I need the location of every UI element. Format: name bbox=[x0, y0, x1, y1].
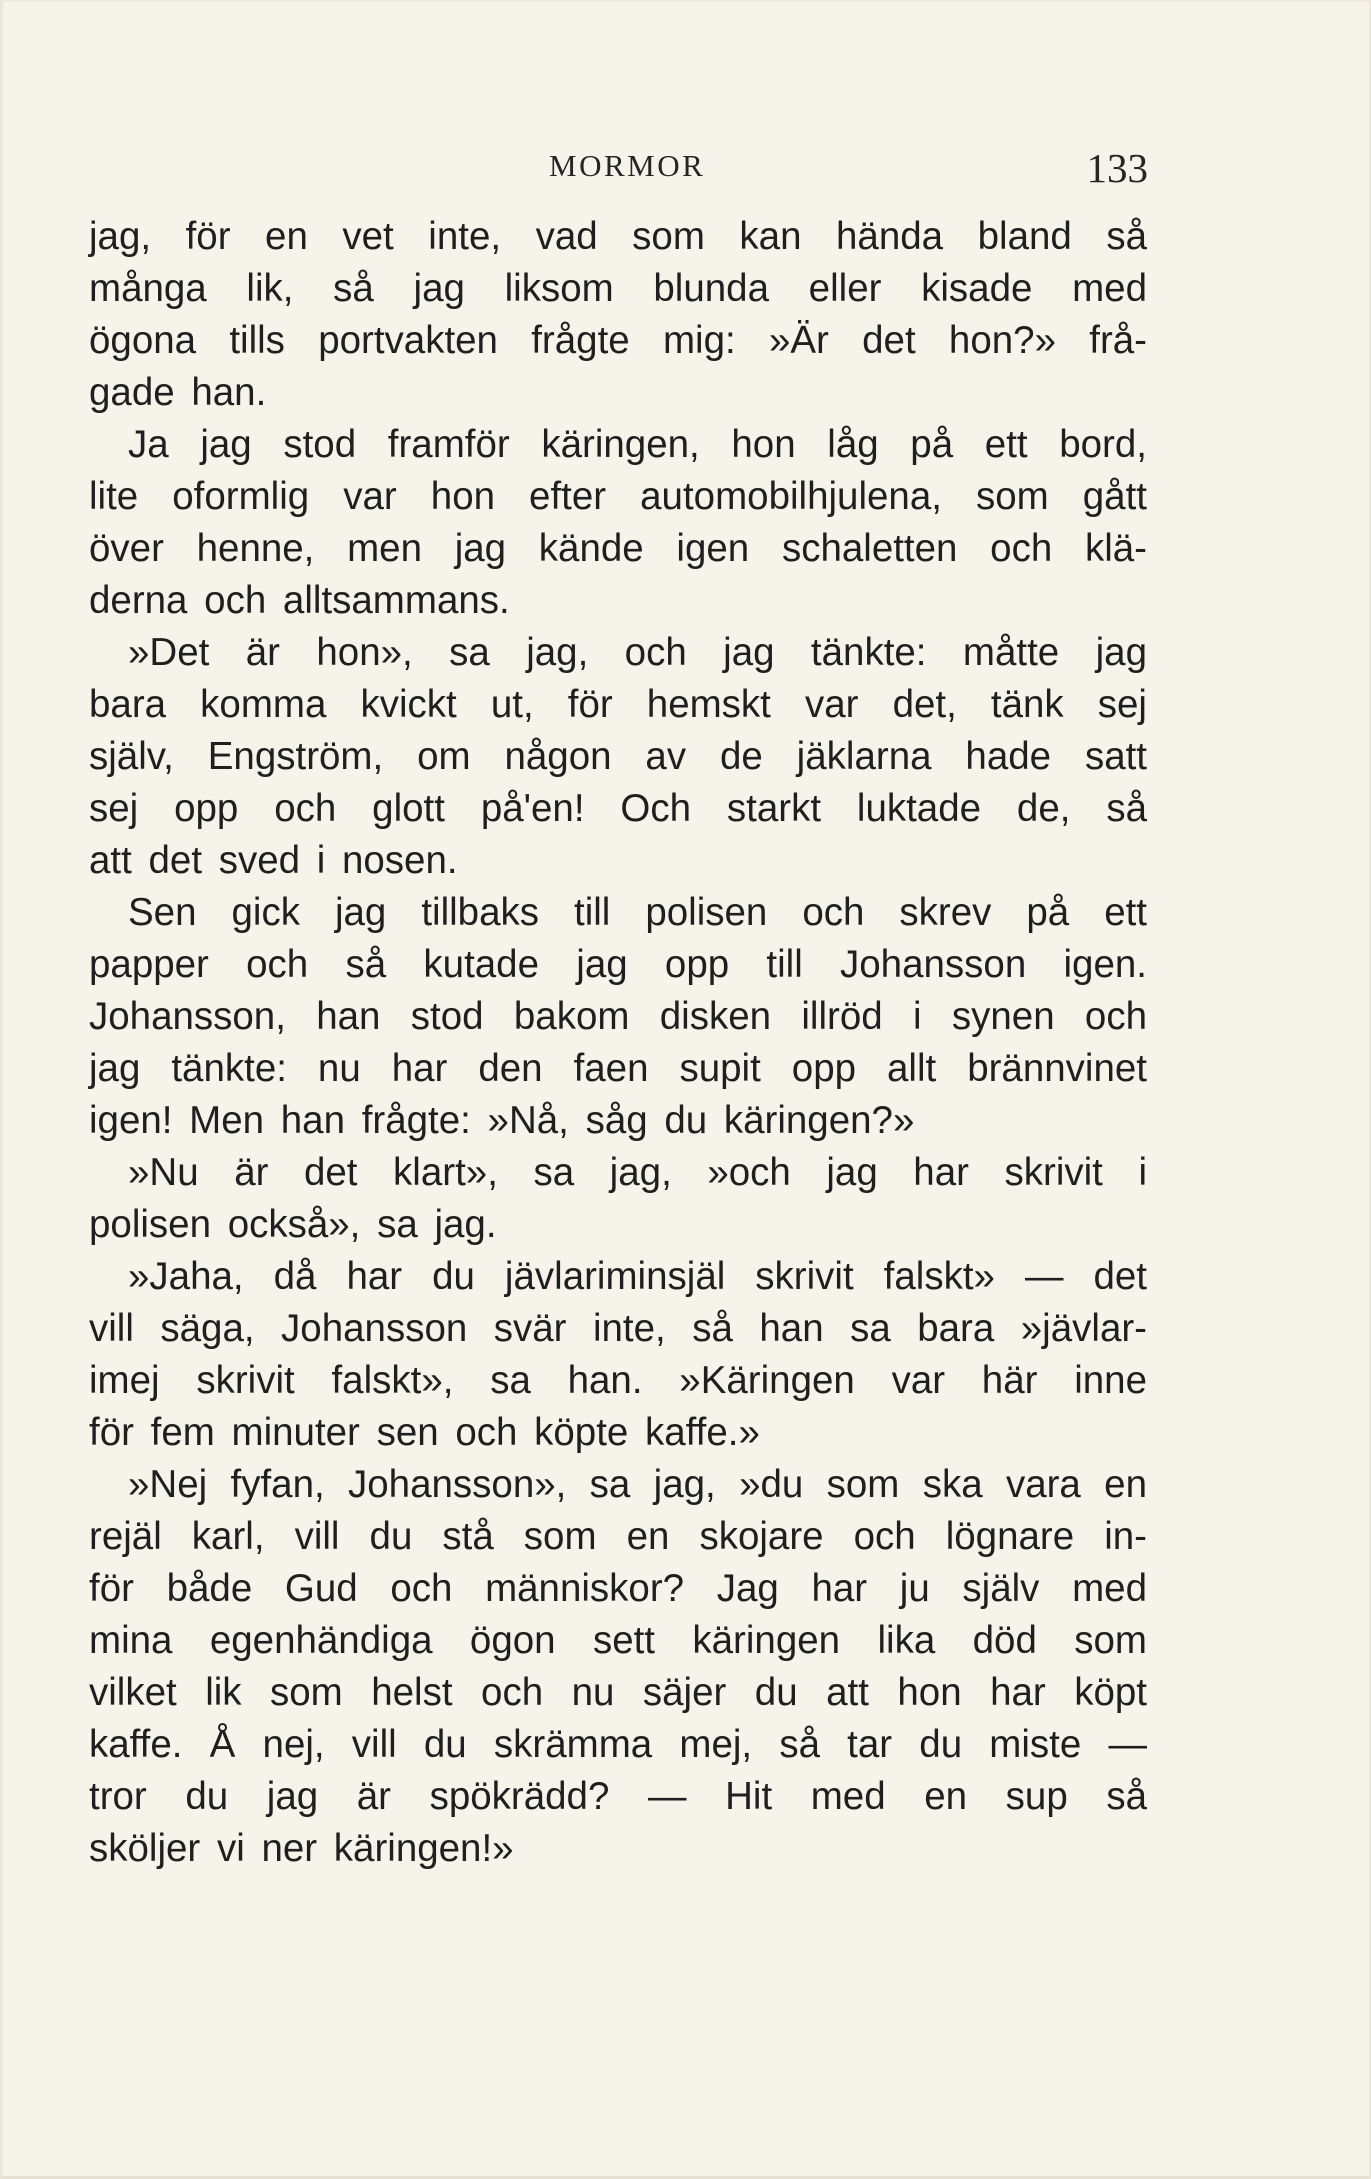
text-line: över henne, men jag kände igen schaletten och klä- bbox=[89, 527, 1147, 570]
text-line: själv, Engström, om någon av de jäklarna hade satt bbox=[89, 735, 1147, 778]
text-line: för fem minuter sen och köpte kaffe.» bbox=[89, 1411, 760, 1454]
text-line: tror du jag är spökrädd? — Hit med en sup så bbox=[89, 1775, 1147, 1818]
text-line: kaffe. Å nej, vill du skrämma mej, så tar du miste — bbox=[89, 1723, 1147, 1766]
text-line: sköljer vi ner käringen!» bbox=[89, 1827, 514, 1870]
text-line: sej opp och glott på'en! Och starkt luktade de, så bbox=[89, 787, 1147, 830]
text-line: polisen också», sa jag. bbox=[89, 1203, 497, 1246]
text-line: jag, för en vet inte, vad som kan hända bland så bbox=[89, 215, 1147, 258]
text-line: imej skrivit falskt», sa han. »Käringen var här inne bbox=[89, 1359, 1147, 1402]
text-line: lite oformlig var hon efter automobilhjulena, som gått bbox=[89, 475, 1147, 518]
text-line: jag tänkte: nu har den faen supit opp allt brännvinet bbox=[89, 1047, 1147, 1090]
text-line: derna och alltsammans. bbox=[89, 579, 510, 622]
page-number: 133 bbox=[1086, 145, 1148, 191]
running-title: MORMOR bbox=[549, 148, 706, 183]
text-line: »Jaha, då har du jävlariminsjäl skrivit falskt» — det bbox=[128, 1255, 1147, 1298]
running-head bbox=[88, 144, 1148, 204]
text-line: mina egenhändiga ögon sett käringen lika död som bbox=[89, 1619, 1147, 1662]
text-line: igen! Men han frågte: »Nå, såg du käringen?» bbox=[89, 1099, 915, 1142]
text-line: »Det är hon», sa jag, och jag tänkte: måtte jag bbox=[128, 631, 1147, 674]
text-line: Johansson, han stod bakom disken illröd i synen och bbox=[89, 995, 1147, 1038]
text-line: Sen gick jag tillbaks till polisen och skrev på ett bbox=[128, 891, 1147, 934]
text-line: att det sved i nosen. bbox=[89, 839, 458, 882]
text-line: vilket lik som helst och nu säjer du att hon har köpt bbox=[89, 1671, 1147, 1714]
text-line: ögona tills portvakten frågte mig: »Är det hon?» frå- bbox=[89, 319, 1147, 362]
text-line: för både Gud och människor? Jag har ju själv med bbox=[89, 1567, 1147, 1610]
text-line: bara komma kvickt ut, för hemskt var det, tänk sej bbox=[89, 683, 1147, 726]
text-line: gade han. bbox=[89, 371, 267, 414]
text-line: många lik, så jag liksom blunda eller kisade med bbox=[89, 267, 1147, 310]
body-text bbox=[89, 211, 1147, 1871]
text-line: rejäl karl, vill du stå som en skojare och lögnare in- bbox=[89, 1515, 1147, 1558]
text-line: papper och så kutade jag opp till Johansson igen. bbox=[89, 943, 1147, 986]
text-line: »Nej fyfan, Johansson», sa jag, »du som ska vara en bbox=[128, 1463, 1147, 1506]
text-line: »Nu är det klart», sa jag, »och jag har skrivit i bbox=[128, 1151, 1147, 1194]
text-line: vill säga, Johansson svär inte, så han sa bara »jävlar- bbox=[89, 1307, 1147, 1350]
text-line: Ja jag stod framför käringen, hon låg på ett bord, bbox=[128, 423, 1147, 466]
